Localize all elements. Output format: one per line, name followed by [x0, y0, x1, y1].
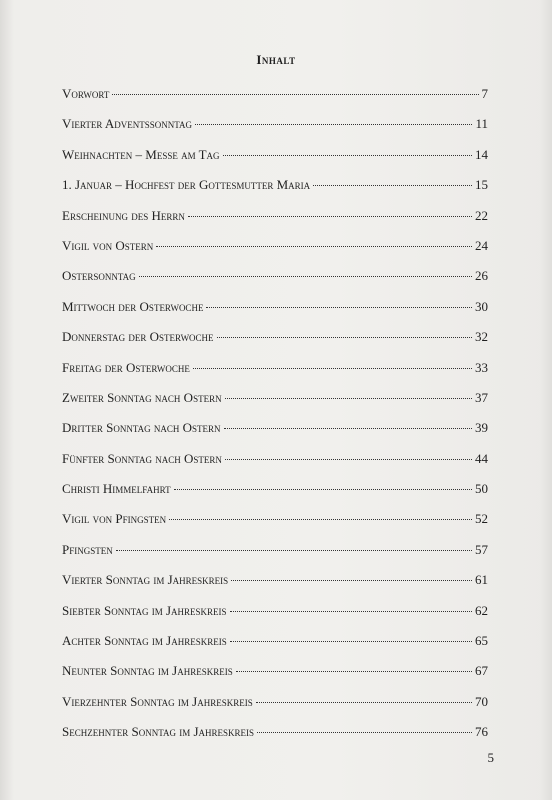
dot-leader [112, 94, 478, 95]
toc-entry-title: Erscheinung des Herrn [62, 207, 185, 223]
toc-entry-title: Ostersonntag [62, 268, 136, 284]
toc-entry-page: 52 [475, 511, 488, 527]
dot-leader [206, 307, 472, 308]
dot-leader [256, 702, 472, 703]
toc-entry-title: Vierter Sonntag im Jahreskreis [62, 572, 229, 588]
toc-entry[interactable] [62, 481, 488, 511]
toc-entry-title: Dritter Sonntag nach Ostern [62, 420, 221, 436]
toc-entry[interactable] [62, 177, 488, 207]
toc-entry-page: 37 [475, 389, 488, 405]
toc-entry-page: 22 [475, 207, 488, 223]
toc-entry-title: Achter Sonntag im Jahreskreis [62, 633, 227, 649]
toc-entry-title: Vigil von Pfingsten [62, 511, 167, 527]
toc-heading: Inhalt [256, 52, 296, 67]
toc-entry-page: 65 [475, 633, 488, 649]
toc-entry-title: Vorwort [62, 86, 110, 101]
toc-entry-page: 26 [475, 268, 488, 284]
toc-entry[interactable] [62, 420, 488, 450]
toc-entry[interactable] [62, 633, 488, 663]
toc-entry[interactable] [62, 147, 488, 177]
toc-entry-page: 24 [475, 237, 488, 253]
toc-entry-title: Vierzehnter Sonntag im Jahreskreis [62, 693, 253, 709]
toc-entry-title: Pfingsten [62, 541, 113, 557]
toc-entry-title: Siebter Sonntag im Jahreskreis [62, 602, 227, 618]
toc-entry[interactable] [62, 299, 488, 329]
toc-entry-title: Christi Himmelfahrt [62, 481, 171, 497]
toc-entry-page: 76 [475, 724, 488, 740]
toc-entry[interactable] [62, 86, 488, 116]
toc-entry-page: 30 [475, 298, 488, 314]
toc-entry[interactable] [62, 360, 488, 390]
toc-entry[interactable] [62, 603, 488, 633]
dot-leader [188, 216, 472, 217]
toc-entry-title: Fünfter Sonntag nach Ostern [62, 450, 222, 466]
toc-entry-title: Vierter Adventssonntag [62, 116, 193, 132]
toc-entry-title: Vigil von Ostern [62, 237, 154, 253]
dot-leader [231, 580, 472, 581]
toc-entry[interactable] [62, 268, 488, 298]
toc-entry-page: 15 [475, 177, 488, 193]
toc-entry-title: Sechzehnter Sonntag im Jahreskreis [62, 724, 255, 740]
toc-entry-title: Neunter Sonntag im Jahreskreis [62, 663, 233, 679]
toc-entry-page: 11 [475, 116, 488, 132]
toc-entry[interactable] [62, 572, 488, 602]
toc-entry-page: 33 [475, 359, 488, 375]
toc-entry-page: 14 [475, 146, 488, 162]
toc-entry-title: Freitag der Osterwoche [62, 359, 190, 375]
dot-leader [236, 671, 472, 672]
toc-entry-page: 67 [475, 663, 488, 679]
toc-entry[interactable] [62, 694, 488, 724]
toc-entry[interactable] [62, 511, 488, 541]
toc-entry[interactable] [62, 329, 488, 359]
toc-entry-title: Weihnachten – Messe am Tag [62, 146, 220, 162]
page-number: 5 [487, 750, 494, 765]
dot-leader [230, 611, 472, 612]
table-of-contents [62, 86, 488, 755]
dot-leader [169, 519, 472, 520]
toc-entry[interactable] [62, 663, 488, 693]
toc-entry[interactable] [62, 542, 488, 572]
dot-leader [195, 124, 472, 125]
toc-entry-page: 70 [475, 693, 488, 709]
toc-entry-title: Donnerstag der Osterwoche [62, 329, 214, 345]
toc-entry-page: 62 [475, 602, 488, 618]
dot-leader [174, 489, 472, 490]
toc-entry-page: 61 [475, 572, 488, 588]
toc-entry-title: 1. Januar – Hochfest der Gottesmutter Maria [62, 177, 311, 193]
toc-entry[interactable] [62, 390, 488, 420]
toc-entry[interactable] [62, 116, 488, 146]
dot-leader [224, 428, 472, 429]
toc-entry-page: 57 [475, 541, 488, 557]
toc-entry-page: 39 [475, 420, 488, 436]
dot-leader [217, 337, 472, 338]
toc-entry[interactable] [62, 238, 488, 268]
dot-leader [230, 641, 472, 642]
dot-leader [193, 368, 472, 369]
dot-leader [225, 398, 472, 399]
dot-leader [257, 732, 472, 733]
toc-entry[interactable] [62, 451, 488, 481]
toc-entry[interactable] [62, 208, 488, 238]
dot-leader [313, 185, 472, 186]
toc-entry-title: Zweiter Sonntag nach Ostern [62, 389, 222, 405]
toc-entry-page: 50 [475, 481, 488, 497]
dot-leader [156, 246, 472, 247]
dot-leader [139, 276, 472, 277]
toc-entry-page: 44 [475, 450, 488, 466]
page-edge-shadow [540, 0, 552, 800]
toc-entry-title: Mittwoch der Osterwoche [62, 298, 204, 314]
dot-leader [223, 155, 472, 156]
toc-entry[interactable] [62, 724, 488, 754]
toc-entry-page: 32 [475, 329, 488, 345]
toc-entry-page: 7 [481, 86, 488, 101]
dot-leader [116, 550, 472, 551]
dot-leader [225, 459, 472, 460]
